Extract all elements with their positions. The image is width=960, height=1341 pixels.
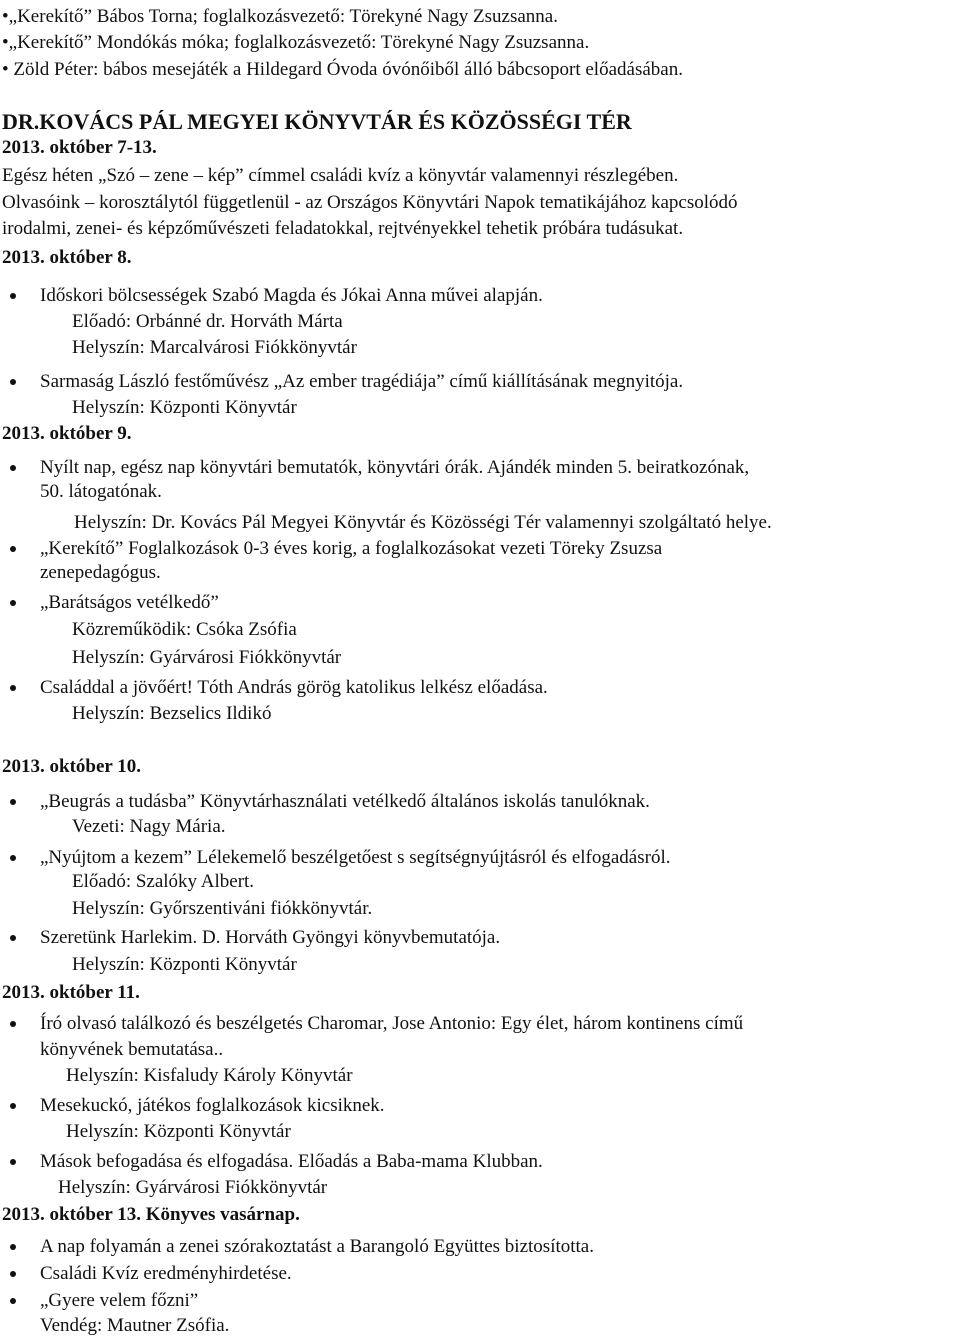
bullet [10,1021,16,1027]
item-detail: Helyszín: Gyárvárosi Fiókkönyvtár [72,647,342,668]
bullet [10,1271,16,1277]
list-item: „Nyújtom a kezem” Lélekemelő beszélgetőest s segítségnyújtásról és elfogadásról. [0,845,960,871]
date-heading: 2013. október 13. Könyves vasárnap. [2,1204,300,1225]
list-item: Családi Kvíz eredményhirdetése. [0,1261,960,1287]
item-detail: Vendég: Mautner Zsófia. [40,1315,230,1336]
intro-line: •„Kerekítő” Bábos Torna; foglalkozásvezető: Törekyné Nagy Zsuzsanna. [2,6,558,27]
date-heading: 2013. október 10. [2,756,141,777]
list-item: Író olvasó találkozó és beszélgetés Charomar, Jose Antonio: Egy élet, három kontinens című [0,1011,960,1037]
intro-line: •„Kerekítő” Mondókás móka; foglalkozásvezető: Törekyné Nagy Zsuzsanna. [2,32,590,53]
item-detail: zenepedagógus. [40,562,161,583]
item-detail: Helyszín: Győrszentiváni fiókkönyvtár. [72,898,373,919]
item-detail: 50. látogatónak. [40,481,162,502]
bullet [10,379,16,385]
item-detail: Közreműködik: Csóka Zsófia [72,619,297,640]
bullet [10,293,16,299]
list-item: Szeretünk Harlekim. D. Horváth Gyöngyi könyvbemutatója. [0,925,960,951]
date-heading: 2013. október 11. [2,982,140,1003]
list-item: Időskori bölcsességek Szabó Magda és Jókai Anna művei alapján. [0,283,960,309]
bullet [10,799,16,805]
paragraph-line: Olvasóink – korosztálytól függetlenül - az Országos Könyvtári Napok tematikájához kapcsolódó [2,192,738,213]
bullet [10,685,16,691]
item-detail: Vezeti: Nagy Mária. [72,816,226,837]
list-item: A nap folyamán a zenei szórakoztatást a Barangoló Együttes biztosította. [0,1234,960,1260]
item-detail: Helyszín: Központi Könyvtár [66,1121,291,1142]
item-detail: Helyszín: Gyárvárosi Fiókkönyvtár [58,1177,328,1198]
date-heading: 2013. október 8. [2,247,132,268]
intro-line: • Zöld Péter: bábos mesejáték a Hildegard Óvoda óvónőiből álló bábcsoport előadásában. [2,59,683,80]
bullet [10,855,16,861]
bullet [10,600,16,606]
list-item: „Beugrás a tudásba” Könyvtárhasználati vetélkedő általános iskolás tanulóknak. [0,789,960,815]
bullet [10,1103,16,1109]
list-item: Mesekuckó, játékos foglalkozások kicsiknek. [0,1093,960,1119]
bullet [10,1244,16,1250]
paragraph-line: irodalmi, zenei- és képzőművészeti feladatokkal, rejtvényekkel tehetik próbára tudásukat. [2,218,684,239]
date-heading: 2013. október 7-13. [2,137,157,158]
bullet [10,935,16,941]
list-item: „Kerekítő” Foglalkozások 0-3 éves korig, a foglalkozásokat vezeti Töreky Zsuzsa [0,536,960,562]
list-item: Családdal a jövőért! Tóth András görög katolikus lelkész előadása. [0,675,960,701]
library-heading: DR.KOVÁCS PÁL MEGYEI KÖNYVTÁR ÉS KÖZÖSSÉGI TÉR [2,109,632,134]
item-detail: Előadó: Szalóky Albert. [72,871,255,892]
bullet [10,546,16,552]
bullet [10,1159,16,1165]
list-item: „Gyere velem főzni” [0,1288,960,1314]
item-detail: Helyszín: Kisfaludy Károly Könyvtár [66,1065,353,1086]
list-item: Nyílt nap, egész nap könyvtári bemutatók, könyvtári órák. Ajándék minden 5. beiratkozónak, [0,455,960,481]
item-detail: Helyszín: Dr. Kovács Pál Megyei Könyvtár és Közösségi Tér valamennyi szolgáltató helye. [74,512,772,533]
date-heading: 2013. október 9. [2,423,132,444]
list-item: „Barátságos vetélkedő” [0,590,960,616]
item-detail: Előadó: Orbánné dr. Horváth Márta [72,311,343,332]
item-detail: Helyszín: Központi Könyvtár [72,954,297,975]
bullet [10,1298,16,1304]
item-detail: Helyszín: Marcalvárosi Fiókkönyvtár [72,337,357,358]
item-detail: könyvének bemutatása.. [40,1039,224,1060]
list-item: Mások befogadása és elfogadása. Előadás a Baba-mama Klubban. [0,1149,960,1175]
item-detail: Helyszín: Központi Könyvtár [72,397,297,418]
list-item: Sarmaság László festőművész „Az ember tragédiája” című kiállításának megnyitója. [0,369,960,395]
paragraph-line: Egész héten „Szó – zene – kép” címmel családi kvíz a könyvtár valamennyi részlegében. [2,165,679,186]
item-detail: Helyszín: Bezselics Ildikó [72,703,272,724]
bullet [10,465,16,471]
